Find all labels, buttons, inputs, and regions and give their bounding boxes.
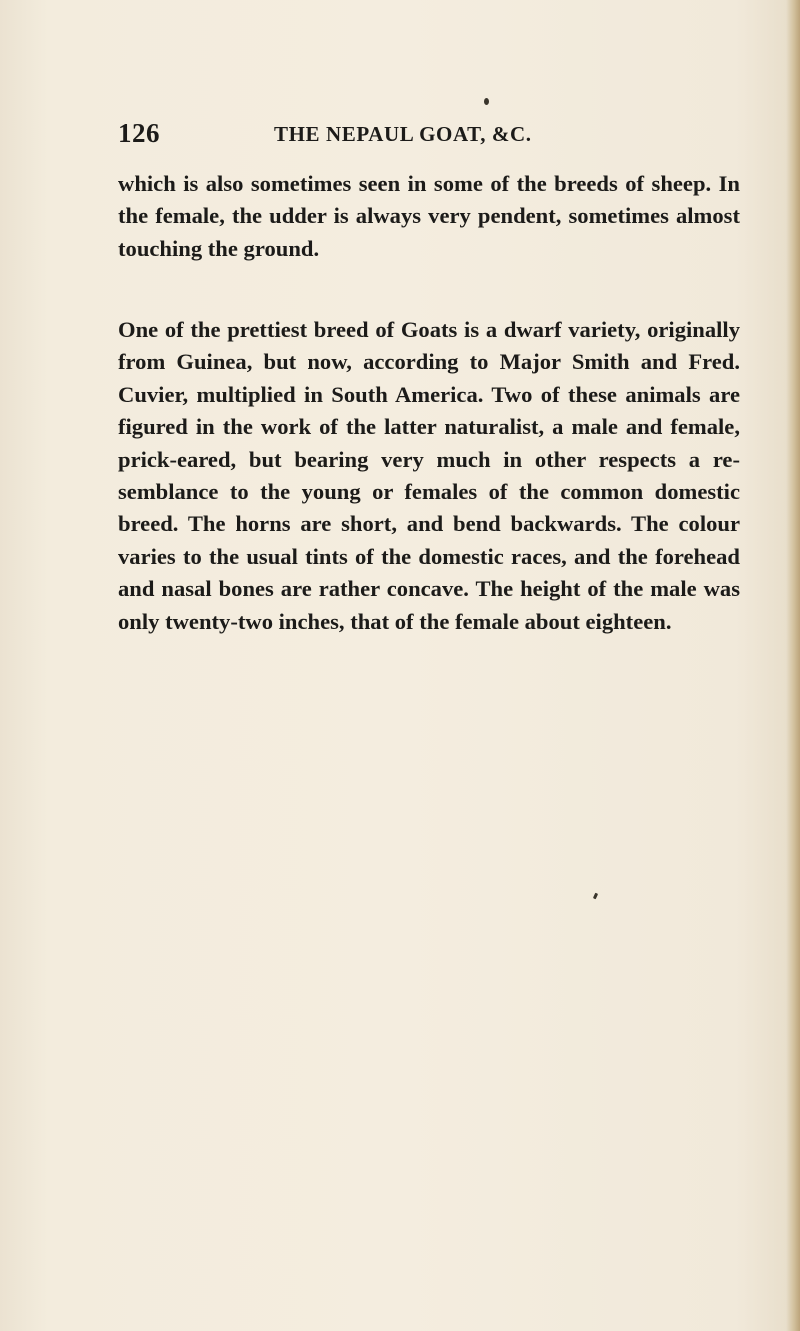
ink-speck (593, 893, 598, 900)
paragraph: One of the prettiest breed of Goats is a dwarf variety, originally from Guinea, but now, according to Major Smith and Fred. Cuvier, multiplied in South America. Two of these animals are figured in the work of the latter naturalist, a male and female, prick-eared, but bearing very much in other respects a resemblance to the young or females of the common domestic breed. The horns are short, and bend backwards. The colour varies to the usual tints of the domestic races, and the forehead and nasal bones are rather concave. The height of the male was only twenty-two inches, that of the female about eighteen. (118, 317, 740, 634)
running-title: THE NEPAUL GOAT, &C. (274, 122, 532, 146)
page-edge-shadow (786, 0, 800, 1331)
ink-speck (484, 98, 489, 105)
running-head (118, 118, 718, 158)
page-number: 126 (118, 118, 160, 148)
paragraph: which is also sometimes seen in some of the breeds of sheep. In the female, the udder is always very pendent, sometimes almost touching the ground. (118, 171, 740, 261)
